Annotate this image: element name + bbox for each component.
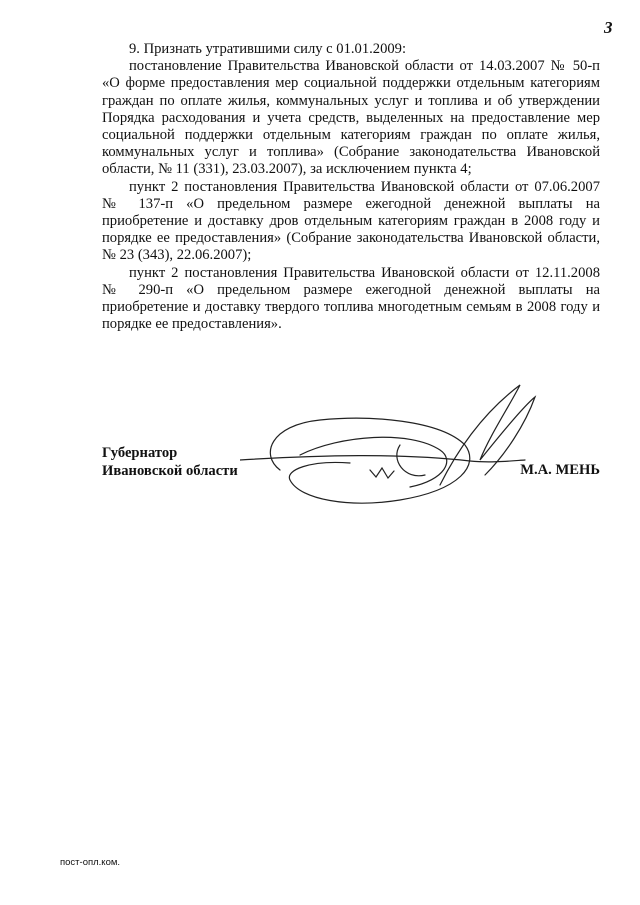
signatory-title-line1: Губернатор: [102, 445, 178, 461]
paragraph-resolution-290p: пункт 2 постановления Правительства Ивановской области от 12.11.2008 № 290-п «О предельном размере ежегодной денежной выплаты на приобретение и доставку твердого топлива многодетным семьям в 2008 году и порядке ее предоставления».: [102, 264, 600, 333]
body-text: [102, 41, 600, 333]
paragraph-resolution-137p: пункт 2 постановления Правительства Ивановской области от 07.06.2007 № 137-п «О предельном размере ежегодной денежной выплаты на приобретение и доставку дров отдельным категориям граждан в 2008 году и порядке ее предоставления» (Собрание законодательства Ивановской области, № 23 (343), 22.06.2007);: [102, 178, 600, 264]
signatory-title: [102, 445, 238, 480]
page-number: 3: [604, 18, 613, 37]
paragraph-item-9: 9. Признать утратившими силу с 01.01.2009:: [129, 41, 407, 57]
handwritten-signature: [240, 375, 540, 525]
signatory-name: М.А. МЕНЬ: [520, 462, 600, 478]
signatory-title-line2: Ивановской области: [102, 462, 238, 479]
signature-strokes: [240, 385, 535, 503]
paragraph-resolution-50p: постановление Правительства Ивановской области от 14.03.2007 № 50-п «О форме предоставления мер социальной поддержки отдельным категориям граждан по оплате жилья, коммунальных услуг и топлива и об утверждении Порядка расходования и учета средств, выделенных на предоставление мер социальной поддержки отдельным категориям граждан по оплате жилья, коммунальных услуг и топлива» (Собрание законодательства Ивановской области, № 11 (331), 23.03.2007), за исключением пункта 4;: [102, 58, 600, 178]
footer-reference: пост-опл.ком.: [60, 857, 121, 868]
